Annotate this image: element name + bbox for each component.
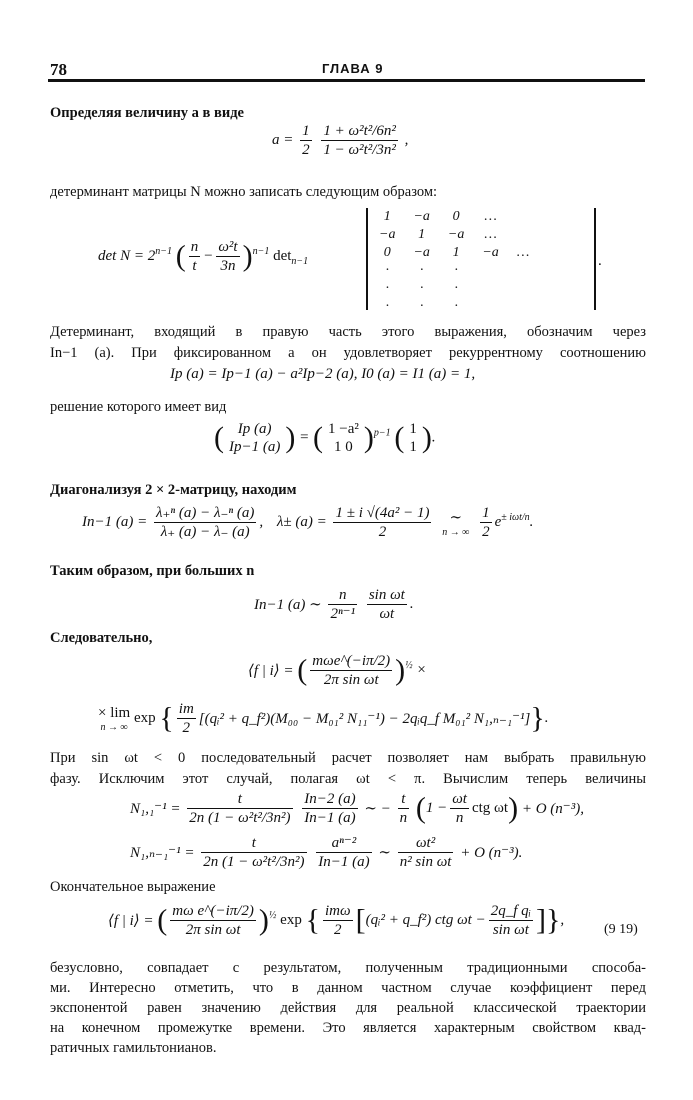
- equation-recurrence: Ip (a) = Ip−1 (a) − a²Ip−2 (a), I0 (a) = I1 (a) = 1,: [170, 366, 476, 382]
- header-rule: [48, 79, 645, 82]
- equation-amplitude-2: × lim n → ∞ exp { $\frac{im}{2}$ [(qᵢ² + q_f²)(M₀₀ − M₀₁² N₁₁⁻¹) − 2qᵢq_f M₀₁² N₁,ₙ₋₁⁻¹]}.: [98, 701, 549, 736]
- det-matrix-cell: −a: [482, 245, 499, 260]
- equation-amplitude-1: ⟨f | i⟩ = ( $\frac{\text{mωe\textasciicircum{}(−iπ/2)}}{\text{2π sin ωt}}$ )$^{\frac{1}{2}}$ ×: [248, 653, 427, 688]
- det-matrix-cell: ·: [385, 263, 389, 278]
- det-matrix-cell: [508, 298, 538, 316]
- equation-solution: ( Ip (a) Ip−1 (a) ) = ( 1 −a² 1 0 )$^{p-1}$ ( 1 1 ).: [214, 421, 436, 455]
- det-matrix-row: [370, 244, 538, 262]
- det-matrix-row: [370, 226, 538, 244]
- equation-final: ⟨f | i⟩ = ( $\frac{\text{mω e\textasciicircum{}(−iπ/2)}}{\text{2π sin ωt}}$ )$^{\frac{1}{2}}$ exp { $\frac{\text{imω}}{2}$ [(qᵢ² + q_f²) ctg ωt − $\frac{\text{2q\_f qᵢ}}{\text{sin ωt}}$ ]},: [108, 903, 565, 938]
- det-matrix-cell: [473, 298, 507, 316]
- final-lead-text: Окончательное выражение: [50, 879, 216, 895]
- diag-lead-text: Диагонализуя 2 × 2-матрицу, находим: [50, 482, 297, 498]
- large-n-lead-text: Таким образом, при больших n: [50, 563, 255, 579]
- det-matrix-cell: [508, 226, 538, 244]
- closing-line5: ратичных гамильтонианов.: [50, 1040, 217, 1056]
- det-matrix-cell: [508, 208, 538, 226]
- para-phase-line2: фазу. Исключим этот случай, полагая ωt < π. Вычислим теперь величины: [50, 771, 646, 787]
- det-matrix: [370, 208, 538, 316]
- equation-large-n: In−1 (a) ∼ $\frac{n}{\text{2ⁿ⁻¹}}$ $\frac{\text{sin ωt}}{\omega t}$ .: [254, 587, 414, 622]
- para-det-line1: Детерминант, входящий в правую часть этого выражения, обозначим через: [50, 324, 646, 340]
- para-phase-line1: При sin ωt < 0 последовательный расчет позволяет нам выбрать правильную: [50, 750, 646, 766]
- det-matrix-cell: ·: [454, 263, 458, 278]
- det-matrix-cell: 0: [383, 245, 391, 260]
- det-matrix-cell: −a: [447, 227, 465, 242]
- det-matrix-cell: 1: [418, 227, 426, 242]
- closing-line4: на конечном промежутке времени. Это является характерным свойством квад-: [50, 1020, 646, 1036]
- page-number: 78: [50, 60, 67, 79]
- det-matrix-cell: …: [484, 227, 497, 242]
- equation-diagonal: In−1 (a) = $\frac{\text{λ₊ⁿ (a) − λ₋ⁿ (a)}}{\lambda_+ (a) - \lambda_- (a)}$ , λ± (a) = $\frac{\text{1 ± i √(4a² − 1)}}{2}$ ∼ n → ∞ $\frac{1}{2}$ $e^{\pm i\omega t/n}$.: [82, 505, 534, 540]
- det-matrix-cell: ·: [454, 281, 458, 296]
- det-matrix-row: [370, 280, 538, 298]
- det-bar-left: [366, 208, 368, 310]
- det-matrix-row: [370, 298, 538, 316]
- det-matrix-row: [370, 208, 538, 226]
- det-matrix-cell: ·: [419, 299, 424, 314]
- det-matrix-cell: −a: [413, 209, 430, 224]
- equation-a-definition: a = $\frac{1}{2}$ $\frac{\text{1 + ω²t²/6n²}}{\text{1 − ω²t²/3n²}}$ ,: [272, 123, 409, 158]
- det-matrix-cell: [508, 280, 538, 298]
- det-lead-text: детерминант матрицы N можно записать следующим образом:: [50, 184, 438, 200]
- det-matrix-cell: [508, 262, 538, 280]
- solution-lead-text: решение которого имеет вид: [50, 399, 227, 415]
- intro-text: Определяя величину a в виде: [50, 105, 244, 121]
- det-tail: .: [598, 253, 602, 269]
- det-matrix-cell: [473, 280, 507, 298]
- det-matrix-cell: ·: [419, 281, 424, 296]
- det-bar-right: [594, 208, 596, 310]
- det-matrix-cell: −a: [379, 227, 396, 242]
- closing-line1: безусловно, совпадает с результатом, полученным традиционными способа-: [50, 960, 646, 976]
- closing-line2: ми. Интересно отметить, что в данном частном случае коэффициент перед: [50, 980, 646, 996]
- para-det-line2: In−1 (a). При фиксированном a он удовлетворяет рекуррентному соотношению: [50, 345, 646, 361]
- chapter-title: ГЛАВА 9: [322, 61, 384, 76]
- equation-n1n: N₁,ₙ₋₁⁻¹ = $\frac{t}{\text{2n (1 − ω²t²/3n²)}}$ $\frac{\text{aⁿ⁻²}}{In-1 (a)}$ ∼ $\frac{\text{ωt²}}{\text{n² sin ωt}}$ + O (n⁻³).: [130, 835, 523, 870]
- det-matrix-row: [370, 262, 538, 280]
- det-matrix-cell: ·: [385, 299, 389, 314]
- det-matrix-cell: 1: [383, 209, 391, 224]
- equation-number: (9 19): [604, 922, 638, 937]
- det-matrix-cell: ·: [454, 299, 458, 314]
- det-matrix-cell: −a: [413, 245, 430, 260]
- det-matrix-cell: …: [516, 245, 530, 260]
- consequently-text: Следовательно,: [50, 630, 153, 646]
- det-matrix-cell: ·: [419, 263, 424, 278]
- det-matrix-cell: 0: [452, 209, 460, 224]
- det-matrix-cell: …: [484, 209, 497, 224]
- closing-line3: экспонентой равен значению действия для реальной классической траектории: [50, 1000, 646, 1016]
- det-matrix-cell: ·: [385, 281, 389, 296]
- det-matrix-cell: 1: [452, 245, 460, 260]
- det-matrix-cell: [473, 262, 507, 280]
- equation-det-n: $\det N = 2^{n-1}$ ( $\frac{n}{t}$ − $\frac{\text{ω²t}}{3n}$ )$^{n-1}$ $\det_{n-1}$: [98, 239, 309, 274]
- equation-n11: N₁,₁⁻¹ = $\frac{t}{\text{2n (1 − ω²t²/3n²)}}$ $\frac{In-2 (a)}{In-1 (a)}$ ∼ − $\frac{t}{n}$ (1 − $\frac{\omega t}{n}$ ctg ωt) + O (n⁻³),: [130, 791, 584, 826]
